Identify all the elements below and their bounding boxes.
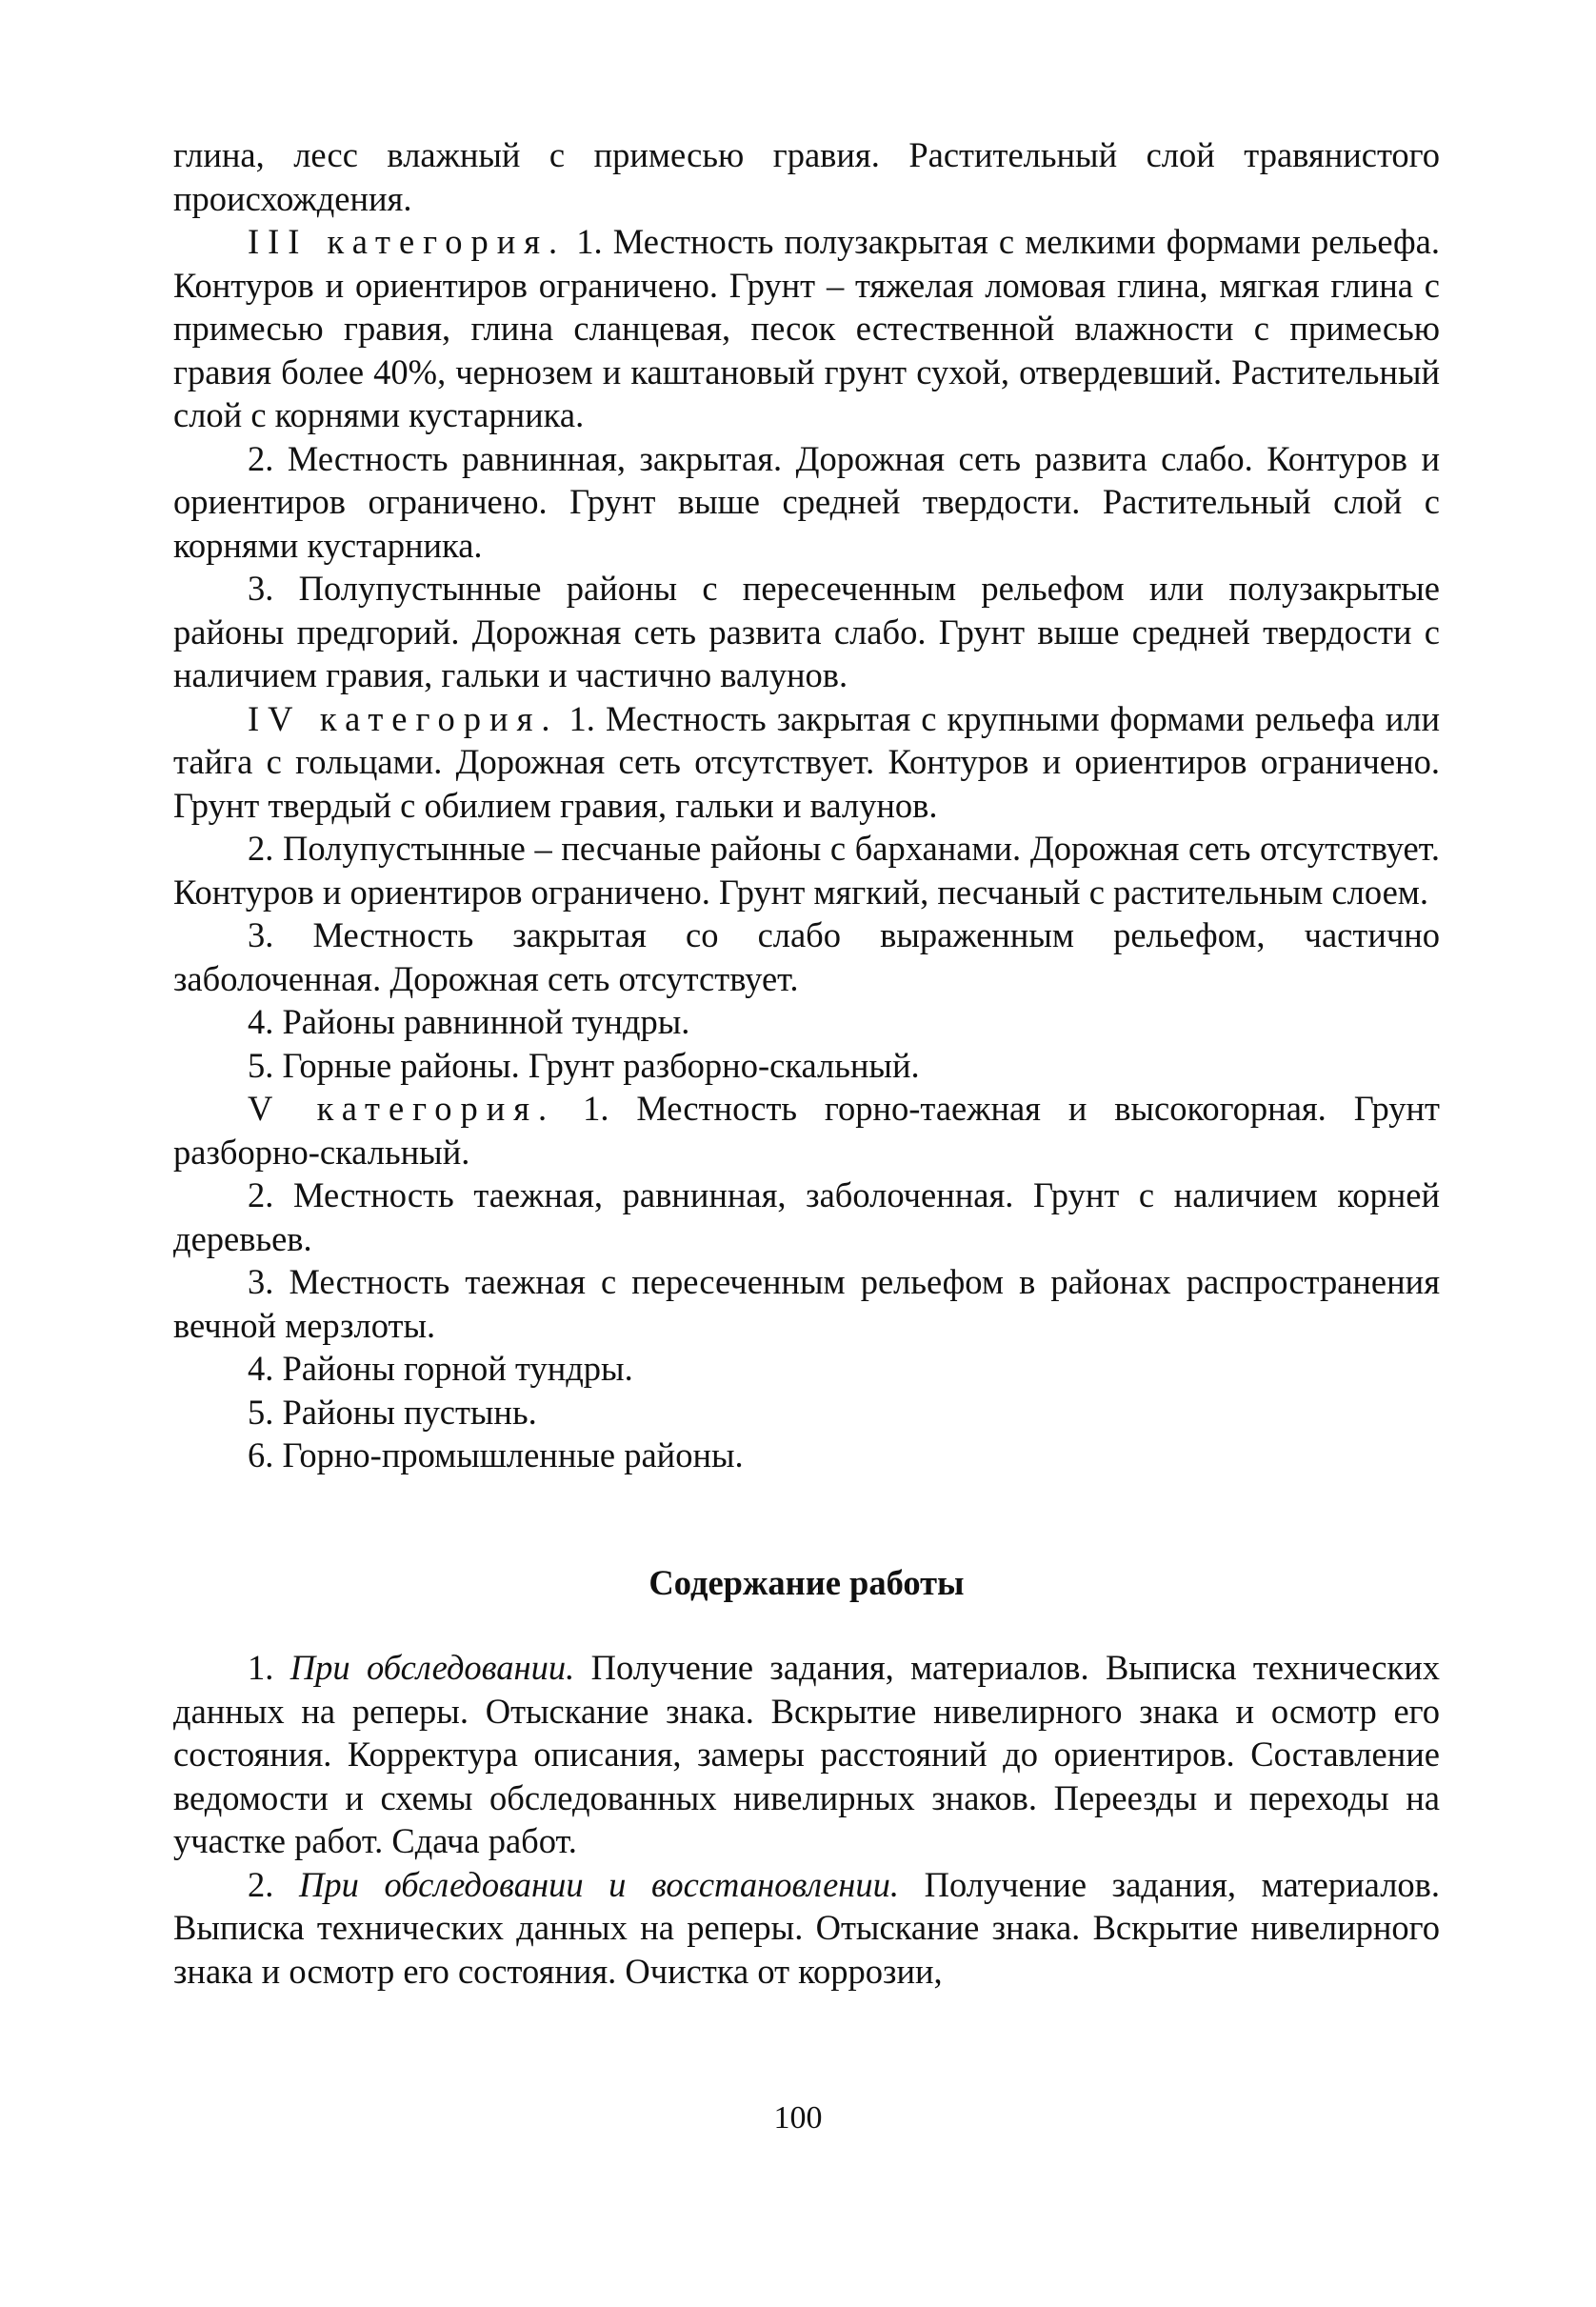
paragraph-text: Получение задания, материалов. Выписка технических данных на реперы. Отыскание знака. Вскрытие нивелирного знака и осмотр его состояния. Корректура описания, замеры расстояний до ориентиров. Составление ведомости и схемы обследованных нивелирных знаков. Переезды и переходы на участке работ. Сдача работ. [173, 1648, 1441, 1860]
paragraph-category-5 [173, 1087, 1440, 1174]
paragraph-category-4 [173, 697, 1440, 828]
page-number: 100 [773, 2100, 823, 2136]
paragraph-text: Получение задания, материалов. Выписка технических данных на реперы. Отыскание знака. Вскрытие нивелирного знака и осмотр его состояния. Очистка от коррозии, [173, 1864, 1441, 1991]
document-page [173, 133, 1440, 1993]
paragraph-item: 4. Районы горной тундры. [248, 1349, 633, 1388]
item-number: 1. [248, 1648, 290, 1687]
paragraph-item: 2. Полупустынные – песчаные районы с барханами. Дорожная сеть отсутствует. Контуров и ориентиров ограничено. Грунт мягкий, песчаный с растительным слоем. [173, 829, 1440, 912]
paragraph-text: 1. Местность горно-таежная и высокогорная. Грунт разборно-скальный. [173, 1089, 1440, 1172]
paragraph-item: 2. Местность равнинная, закрытая. Дорожная сеть развита слабо. Контуров и ориентиров ограничено. Грунт выше средней твердости. Растительный слой с корнями кустарника. [173, 438, 1440, 565]
work-paragraph-1 [173, 1646, 1440, 1863]
paragraph-continuation: глина, лесс влажный с примесью гравия. Растительный слой травянистого происхождения. [173, 135, 1440, 218]
paragraph-text: 1. Местность полузакрытая с мелкими формами рельефа. Контуров и ориентиров ограничено. Грунт – тяжелая ломовая глина, мягкая глина с примесью гравия, глина сланцевая, песок естественной влажности с примесью гравия более 40%, чернозем и каштановый грунт сухой, отвердевший. Растительный слой с корнями кустарника. [173, 222, 1440, 434]
item-number: 2. [248, 1864, 299, 1904]
paragraph-item: 4. Районы равнинной тундры. [248, 1002, 690, 1041]
paragraph-text: 1. Местность закрытая с крупными формами рельефа или тайга с гольцами. Дорожная сеть отсутствует. Контуров и ориентиров ограничено. Грунт твердый с обилием гравия, гальки и валунов. [173, 698, 1440, 825]
paragraph-category-3 [173, 220, 1440, 437]
paragraph-item: 5. Горные районы. Грунт разборно-скальный. [248, 1045, 920, 1085]
category-label: V категория. [248, 1089, 556, 1128]
paragraph-item: 3. Местность закрытая со слабо выраженным рельефом, частично заболоченная. Дорожная сеть отсутствует. [173, 915, 1440, 998]
work-paragraph-2 [173, 1863, 1440, 1994]
paragraph-item: 3. Полупустынные районы с пересеченным рельефом или полузакрытые районы предгорий. Дорожная сеть развита слабо. Грунт выше средней твердости с наличием гравия, гальки и частично валунов. [173, 569, 1440, 694]
paragraph-item: 6. Горно-промышленные районы. [248, 1435, 744, 1474]
paragraph-item: 3. Местность таежная с пересеченным рельефом в районах распространения вечной мерзлоты. [173, 1262, 1440, 1345]
italic-lead: При обследовании и восстановлении. [298, 1864, 900, 1904]
category-label: IV категория. [248, 698, 559, 738]
paragraph-item: 5. Районы пустынь. [248, 1392, 537, 1432]
italic-lead: При обследовании. [289, 1648, 575, 1687]
section-heading: Содержание работы [648, 1562, 965, 1602]
category-label: III категория. [248, 222, 567, 261]
paragraph-item: 2. Местность таежная, равнинная, заболоченная. Грунт с наличием корней деревьев. [173, 1175, 1440, 1258]
